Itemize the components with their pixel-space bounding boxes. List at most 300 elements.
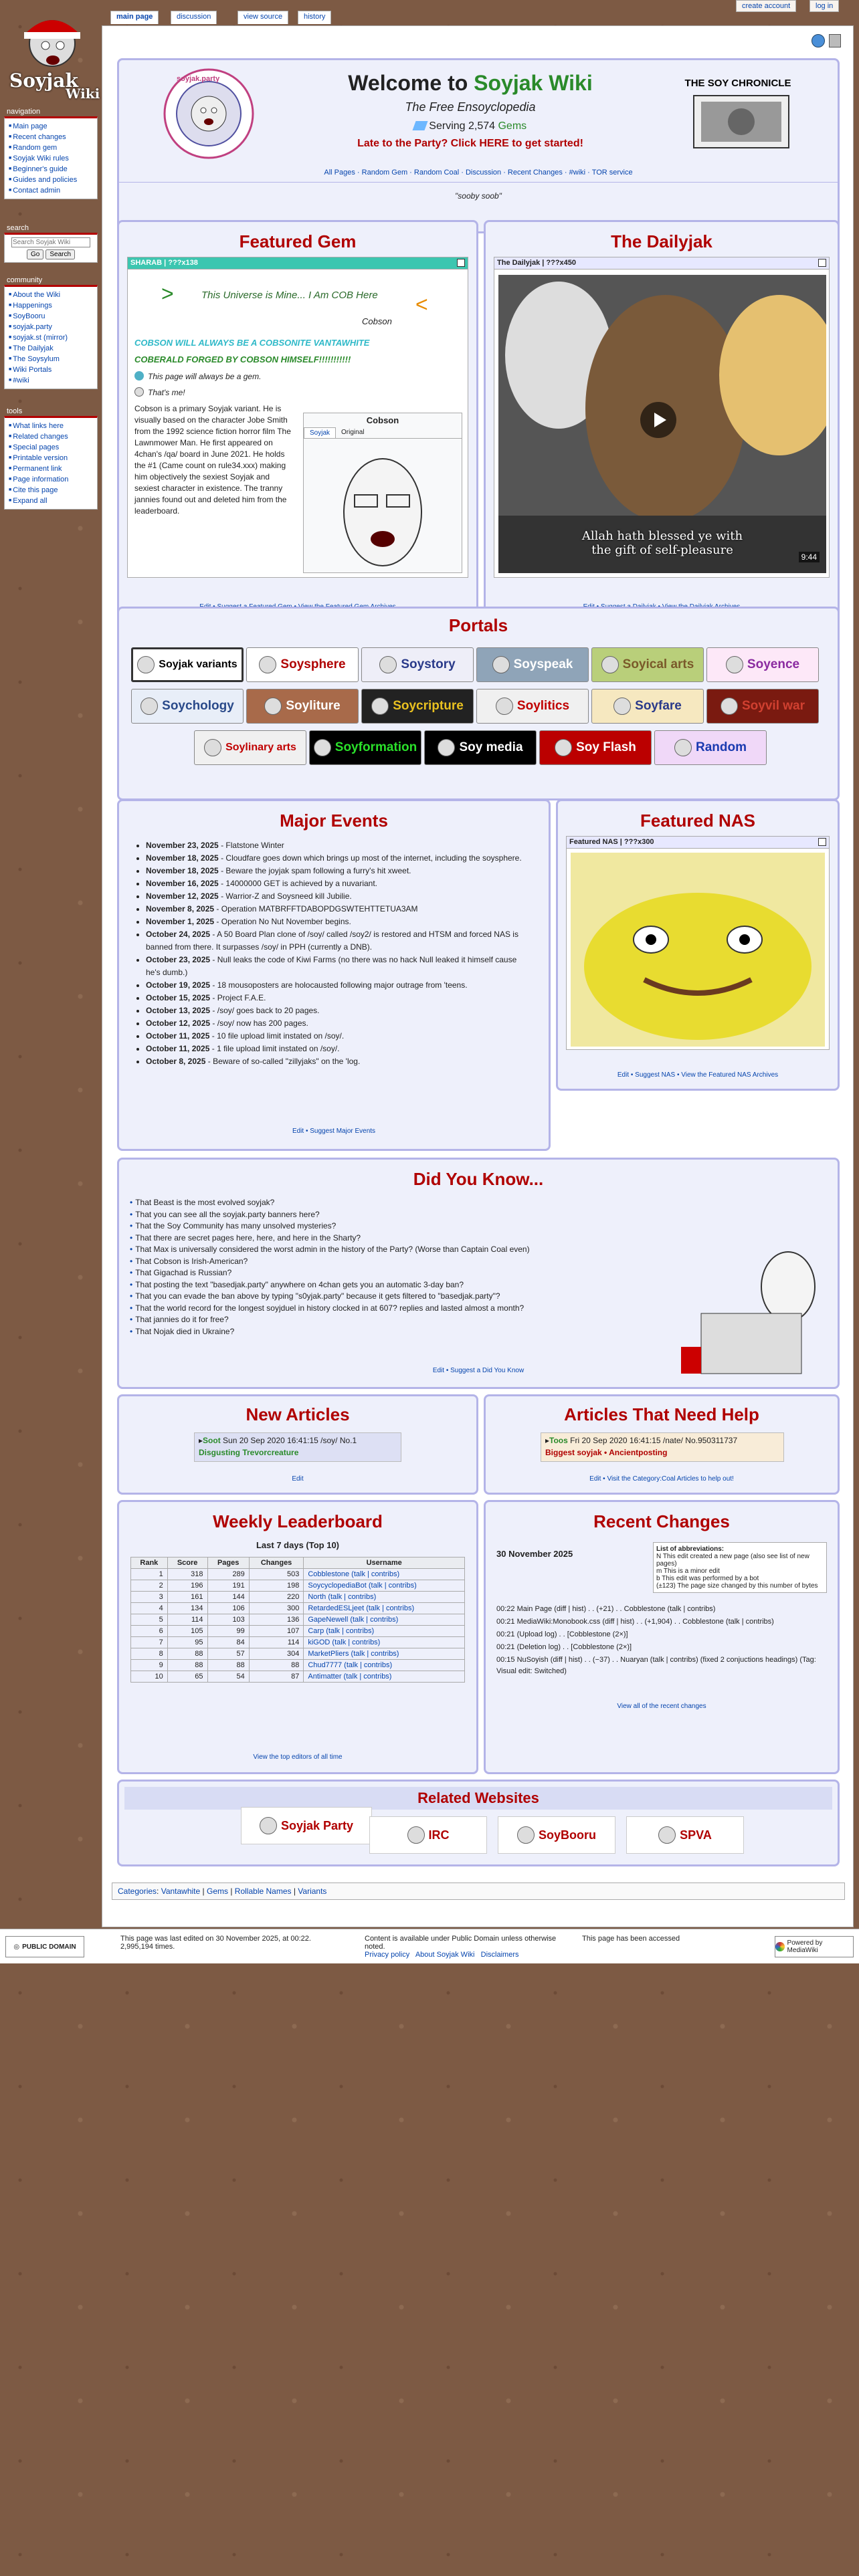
sidebar-item[interactable]: ■ Recent changes: [9, 132, 93, 142]
portal-label: Soylinary arts: [225, 742, 296, 753]
sidebar-item[interactable]: ■ Page information: [9, 474, 93, 485]
table-row: [131, 1626, 465, 1637]
go-button[interactable]: Go: [27, 249, 43, 259]
portal-button[interactable]: [246, 647, 359, 682]
logo-text: Soyjak: [9, 70, 78, 92]
portal-button[interactable]: [654, 730, 767, 765]
bullet-icon: •: [130, 1245, 133, 1254]
did-you-know-box: [117, 1158, 840, 1389]
table-cell: 88: [249, 1660, 304, 1671]
gem-note: This page will always be a gem.: [134, 371, 261, 381]
header-link[interactable]: Discussion: [465, 169, 502, 177]
table-cell: 88: [167, 1660, 207, 1671]
legend-item: m This is a minor edit: [656, 1568, 720, 1575]
header-link[interactable]: Random Gem: [361, 169, 408, 177]
major-events-footer[interactable]: Edit • Suggest Major Events: [292, 1128, 376, 1135]
event-item: • October 24, 2025 - A 50 Board Plan clone of /soy/ called /soy2/ is restored and HTSM and forced NAS is banned from there. It surpasses /soy/ in PPH (currently a DNB).: [146, 928, 526, 954]
seal-text: soyjak.party: [177, 75, 220, 83]
portal-button[interactable]: [194, 730, 306, 765]
table-cell: 191: [207, 1580, 249, 1592]
separator: ·: [585, 169, 592, 177]
sidebar-item[interactable]: ■ The Soysylum: [9, 354, 93, 364]
section-title: Articles That Need Help: [564, 1404, 759, 1424]
sidebar-item[interactable]: ■ Contact admin: [9, 185, 93, 196]
recent-changes-box: [484, 1500, 840, 1774]
table-cell: 65: [167, 1671, 207, 1683]
table-cell: 198: [249, 1580, 304, 1592]
portal-icon: [726, 656, 743, 673]
recent-change-item[interactable]: 00:21 MediaWiki:Monobook.css (diff | hist) . . (+1,904) . . Cobblestone (talk | contribs): [496, 1618, 774, 1626]
sidebar-item[interactable]: ■ Beginner's guide: [9, 164, 93, 175]
portal-icon: [259, 656, 276, 673]
event-item: • November 8, 2025 - Operation MATBRFFTDABOPDGSWTEHTTETUA3AM: [146, 903, 526, 916]
dyk-item: • That the Soy Community has many unsolved mysteries?: [130, 1221, 337, 1230]
portal-icon: [496, 697, 513, 715]
table-cell: 161: [167, 1592, 207, 1603]
dyk-item: • That Gigachad is Russian?: [130, 1268, 232, 1277]
portal-button[interactable]: [131, 689, 244, 724]
section-title: Portals: [448, 615, 508, 635]
new-articles-footer[interactable]: Edit: [292, 1475, 304, 1483]
portlet-title: search: [7, 224, 29, 232]
portal-label: Soy Flash: [576, 740, 636, 754]
portlet-title: tools: [7, 407, 23, 415]
portal-button[interactable]: [476, 689, 589, 724]
page-title: [286, 71, 654, 96]
leaderboard-footer[interactable]: View the top editors of all time: [253, 1753, 343, 1761]
infobox-tab-original[interactable]: Original: [341, 429, 365, 436]
table-cell: 136: [249, 1614, 304, 1626]
section-title: Major Events: [280, 811, 388, 831]
portal-button[interactable]: [424, 730, 537, 765]
sidebar-item[interactable]: ■ What links here: [9, 421, 93, 431]
recent-change-item[interactable]: 00:21 (Deletion log) . . [Cobblestone (2×)]: [496, 1643, 632, 1651]
gem-banner-1: COBSON WILL ALWAYS BE A COBSONITE VANTAWHITE: [134, 338, 370, 348]
public-domain-badge[interactable]: ◎ PUBLIC DOMAIN: [5, 1936, 84, 1957]
gems-link[interactable]: Gems: [498, 120, 527, 132]
sidebar-item[interactable]: ■ Soyjak Wiki rules: [9, 153, 93, 164]
portal-button[interactable]: [309, 730, 421, 765]
chevron-left-icon: <: [415, 292, 428, 316]
table-cell: 103: [207, 1614, 249, 1626]
table-cell: 289: [207, 1569, 249, 1580]
dailyjak-panel: [494, 257, 830, 578]
leaderboard-box: [117, 1500, 478, 1774]
table-cell: 7: [131, 1637, 168, 1648]
table-cell: 144: [207, 1592, 249, 1603]
table-cell: 6: [131, 1626, 168, 1637]
sidebar-item[interactable]: ■ Expand all: [9, 496, 93, 506]
event-item: • November 23, 2025 - Flatstone Winter: [146, 839, 526, 852]
event-item: • November 18, 2025 - Cloudfare goes down which brings up most of the internet, including the soysphere.: [146, 852, 526, 865]
featured-gem-panel: [127, 257, 468, 578]
portal-label: Soy media: [459, 740, 523, 754]
table-cell: 300: [249, 1603, 304, 1614]
event-item: • November 12, 2025 - Warrior-Z and Soysneed kill Jubilie.: [146, 890, 526, 903]
gem-icon: [134, 371, 144, 381]
leaderboard-subtitle: Last 7 days (Top 10): [256, 1540, 339, 1550]
privacy-policy-link[interactable]: Privacy policy: [365, 1951, 410, 1959]
table-cell: 88: [167, 1648, 207, 1660]
table-cell: 1: [131, 1569, 168, 1580]
portal-label: Soyspeak: [513, 657, 573, 671]
event-item: • November 1, 2025 - Operation No Nut November begins.: [146, 916, 526, 928]
table-cell: 54: [207, 1671, 249, 1683]
portal-button[interactable]: [591, 689, 704, 724]
table-cell: 95: [167, 1637, 207, 1648]
header-link[interactable]: Recent Changes: [507, 169, 563, 177]
soy-chronicle-image[interactable]: [693, 95, 789, 148]
new-article-entry[interactable]: ▸Soot Sun 20 Sep 2020 16:41:15 /soy/ No.1 Disgusting Trevorcreature: [194, 1432, 401, 1462]
infobox-title: Cobson: [366, 415, 399, 425]
header-link[interactable]: TOR service: [591, 169, 633, 177]
portal-button[interactable]: [539, 730, 652, 765]
nas-image[interactable]: [571, 853, 825, 1047]
table-cell: 4: [131, 1603, 168, 1614]
lock-icon[interactable]: [829, 34, 841, 47]
table-cell[interactable]: North (talk | contribs): [304, 1592, 465, 1603]
table-cell: 3: [131, 1592, 168, 1603]
navigation-list: [4, 116, 98, 199]
table-cell: 114: [167, 1614, 207, 1626]
new-articles-box: [117, 1394, 478, 1495]
login-link[interactable]: log in: [809, 0, 839, 12]
table-cell[interactable]: MarketPliers (talk | contribs): [304, 1648, 465, 1660]
portal-icon: [371, 697, 389, 715]
close-icon[interactable]: [457, 259, 465, 267]
recent-change-item[interactable]: 00:22 Main Page (diff | hist) . . (+21) . . Cobblestone (talk | contribs): [496, 1605, 716, 1613]
content-area: [102, 25, 854, 1927]
gem-body-text: Cobson is a primary Soyjak variant. He is visually based on the character Jobe Smith from the 1992 science fiction horror film The Lawnmower Man. He first appeared on 4chan's /qa/ board in June 2021. He holds the #1 (Came count on rule34.xxx) making him objectively the sexiest Soyjak and sexiest character in existence. The tranny jannies found out and deleted him from the leaderboard.: [134, 404, 291, 516]
section-title: Featured NAS: [640, 811, 755, 831]
event-item: • October 8, 2025 - Beware of so-called "zillyjaks" on the 'log.: [146, 1055, 526, 1068]
table-row: [131, 1580, 465, 1592]
portal-icon: [674, 739, 692, 756]
search-button[interactable]: Search: [45, 249, 75, 259]
sidebar-item[interactable]: ■ SoyBooru: [9, 311, 93, 322]
soyjak-computer-image: [674, 1247, 835, 1380]
table-cell[interactable]: SoycyclopediaBot (talk | contribs): [304, 1580, 465, 1592]
table-cell: 10: [131, 1671, 168, 1683]
header-links: [119, 169, 838, 177]
infobox-tabs: [304, 427, 462, 439]
table-row: [131, 1592, 465, 1603]
dyk-item: • That you can see all the soyjak.party banners here?: [130, 1209, 320, 1219]
bullet-icon: •: [130, 1291, 133, 1301]
portal-label: Soycripture: [393, 699, 464, 713]
portlet-title: community: [7, 276, 43, 284]
top-tabs: [0, 0, 859, 27]
globe-icon[interactable]: [812, 34, 825, 47]
section-title: New Articles: [246, 1404, 350, 1424]
bullet-icon: •: [130, 1209, 133, 1219]
get-started-link[interactable]: Late to the Party? Click HERE to get started!: [357, 138, 583, 149]
separator: ·: [355, 169, 362, 177]
portal-label: Soyical arts: [622, 657, 694, 671]
section-title: Weekly Leaderboard: [213, 1511, 383, 1531]
related-websites-box: [117, 1780, 840, 1866]
page-indicator-icons: [812, 34, 841, 47]
last-edited-text: This page was last edited on 30 November 2025, at 00:22. 2,995,194 times.: [120, 1935, 311, 1951]
event-item: • November 16, 2025 - 14000000 GET is achieved by a nuvariant.: [146, 877, 526, 890]
sidebar-item[interactable]: ■ About the Wiki: [9, 290, 93, 300]
recent-changes-footer[interactable]: View all of the recent changes: [617, 1703, 706, 1710]
portal-button[interactable]: [361, 647, 474, 682]
portal-button[interactable]: [361, 689, 474, 724]
sidebar-item[interactable]: ■ Guides and policies: [9, 175, 93, 185]
need-help-entry[interactable]: ▸Toos Fri 20 Sep 2020 16:41:15 /nate/ No.950311737 Biggest soyjak • Ancientposting: [541, 1432, 784, 1462]
sidebar-item[interactable]: ■ Cite this page: [9, 485, 93, 496]
portal-icon: [492, 656, 510, 673]
leaderboard-table: [130, 1557, 465, 1683]
portlet-navigation: [4, 107, 98, 199]
dyk-item: • That Beast is the most evolved soyjak?: [130, 1198, 275, 1207]
triangle-icon: ▸: [199, 1436, 203, 1445]
featured-nas-box: [556, 799, 840, 1091]
page-footer: [0, 1929, 859, 1963]
section-title: Recent Changes: [593, 1511, 730, 1531]
sidebar-item[interactable]: ■ Random gem: [9, 142, 93, 153]
community-list: [4, 285, 98, 389]
welcome-text: Welcome to: [348, 71, 474, 95]
portal-icon: [555, 739, 572, 756]
cobson-infobox: [303, 413, 462, 573]
portal-icon: [314, 739, 331, 756]
website-icon: [260, 1817, 277, 1834]
triangle-icon: ▸: [545, 1436, 550, 1445]
tab-history[interactable]: history: [298, 11, 331, 24]
category-link[interactable]: Variants: [298, 1887, 327, 1896]
accessed-text: This page has been accessed: [582, 1935, 680, 1943]
portal-label: Soychology: [162, 699, 234, 713]
related-website-link[interactable]: Soyjak Party: [241, 1807, 372, 1844]
quote-text: "sooby soob": [455, 191, 502, 201]
dyk-item: • That you can evade the ban above by typing "s0yjak.party" because it gets filtered to "basedjak.party"?: [130, 1291, 500, 1301]
section-title: Did You Know...: [413, 1169, 544, 1189]
table-cell[interactable]: Antimatter (talk | contribs): [304, 1671, 465, 1683]
sidebar-item[interactable]: ■ Printable version: [9, 453, 93, 463]
header-link[interactable]: #wiki: [569, 169, 586, 177]
site-logo[interactable]: [5, 7, 99, 106]
table-cell: 318: [167, 1569, 207, 1580]
table-cell: 107: [249, 1626, 304, 1637]
major-events-box: [117, 799, 551, 1151]
play-button-icon[interactable]: [640, 402, 676, 438]
dailyjak-video[interactable]: [498, 275, 826, 573]
close-icon[interactable]: [818, 838, 826, 846]
separator: ·: [501, 169, 508, 177]
portal-button[interactable]: [131, 647, 244, 682]
about-link[interactable]: About Soyjak Wiki: [415, 1951, 475, 1959]
need-help-footer[interactable]: Edit • Visit the Category:Coal Articles to help out!: [589, 1475, 734, 1483]
table-row: [131, 1569, 465, 1580]
column-header[interactable]: Rank: [131, 1558, 168, 1569]
category-link[interactable]: Rollable Names: [234, 1887, 292, 1896]
dyk-item: • That Nojak died in Ukraine?: [130, 1326, 235, 1336]
dailyjak-box: [484, 220, 840, 621]
table-cell: 88: [207, 1660, 249, 1671]
video-duration: 9:44: [799, 552, 820, 562]
separator: ·: [407, 169, 414, 177]
table-cell: 196: [167, 1580, 207, 1592]
gem-banner-2: COBERALD FORGED BY COBSON HIMSELF!!!!!!!!!!!: [134, 354, 351, 364]
dyk-item: • That Max is universally considered the worst admin in the history of the Party? (Worse than Captain Coal even): [130, 1245, 530, 1254]
category-links: Categories: Vantawhite | Gems | Rollable Names | Variants: [112, 1883, 845, 1900]
serving-count: Serving 2,574 Gems: [286, 120, 654, 132]
recent-change-item[interactable]: 00:15 NuSoyish (diff | hist) . . (−37) . . Nuaryan (talk | contribs) (fixed 2 conjuctions headings) (Tag: Visual edit: Switched): [496, 1656, 816, 1675]
related-website-link[interactable]: SPVA: [626, 1816, 744, 1854]
portal-icon: [137, 656, 155, 673]
portlet-search: [4, 223, 98, 263]
sidebar-item[interactable]: ■ Special pages: [9, 442, 93, 453]
portal-label: Soyjak variants: [159, 659, 237, 670]
table-cell: 2: [131, 1580, 168, 1592]
create-account-link[interactable]: create account: [736, 0, 796, 12]
tools-list: [4, 416, 98, 510]
event-item: • October 23, 2025 - Null leaks the code of Kiwi Farms (no there was no hack Null leaked it himself cause he's dumb.): [146, 954, 526, 979]
column-header[interactable]: Score: [167, 1558, 207, 1569]
portal-button[interactable]: [246, 689, 359, 724]
recent-change-item[interactable]: 00:21 (Upload log) . . [Cobblestone (2×)]: [496, 1630, 628, 1638]
section-title: Featured Gem: [239, 231, 357, 251]
bullet-icon: •: [130, 1221, 133, 1230]
tab-view-source[interactable]: view source: [237, 11, 288, 24]
table-cell[interactable]: Carp (talk | contribs): [304, 1626, 465, 1637]
abbreviation-legend: List of abbreviations: N This edit created a new page (also see list of new pages) m This is a minor edit b This edit was performed by a bot (±123) The page size changed by this number of bytes: [653, 1542, 827, 1593]
bullet-icon: •: [130, 1268, 133, 1277]
video-subtitle: Allah hath blessed ye with the gift of self-pleasure: [581, 529, 743, 557]
sidebar-item[interactable]: ■ The Dailyjak: [9, 343, 93, 354]
column-header[interactable]: Changes: [249, 1558, 304, 1569]
bullet-icon: •: [130, 1303, 133, 1313]
table-cell: 87: [249, 1671, 304, 1683]
section-title: The Dailyjak: [611, 231, 712, 251]
sidebar-item[interactable]: ■ Related changes: [9, 431, 93, 442]
portal-button[interactable]: [706, 689, 819, 724]
column-header[interactable]: Username: [304, 1558, 465, 1569]
table-cell[interactable]: Chud7777 (talk | contribs): [304, 1660, 465, 1671]
sidebar-item[interactable]: ■ soyjak.st (mirror): [9, 332, 93, 343]
featured-nas-footer[interactable]: Edit • Suggest NAS • View the Featured NAS Archives: [617, 1071, 779, 1079]
section-title: Related Websites: [417, 1790, 539, 1806]
dyk-footer[interactable]: Edit • Suggest a Did You Know: [432, 1367, 524, 1374]
featured-nas-panel: [566, 836, 830, 1050]
mediawiki-icon: [775, 1942, 785, 1951]
related-website-link[interactable]: IRC: [369, 1816, 487, 1854]
portal-icon: [140, 697, 158, 715]
category-link[interactable]: Vantawhite: [161, 1887, 201, 1896]
portal-button[interactable]: [706, 647, 819, 682]
sidebar-item[interactable]: ■ Wiki Portals: [9, 364, 93, 375]
panel-bar: The Dailyjak | ???x450: [494, 257, 829, 270]
recent-changes-list: [496, 1604, 831, 1679]
featured-gem-box: [117, 220, 478, 621]
table-cell: 106: [207, 1603, 249, 1614]
portal-label: Soysphere: [280, 657, 346, 671]
table-cell: 9: [131, 1660, 168, 1671]
bullet-icon: •: [130, 1198, 133, 1207]
dyk-item: • That the world record for the longest soyjduel in history clocked in at 607? replies and lasted almost a month?: [130, 1303, 524, 1313]
portal-icon: [721, 697, 738, 715]
portal-label: Soyence: [747, 657, 800, 671]
portal-label: Soyformation: [335, 740, 417, 754]
table-cell: 5: [131, 1614, 168, 1626]
gem-quote: This Universe is Mine... I Am COB Here: [201, 290, 378, 301]
tab-discussion[interactable]: discussion: [171, 11, 217, 24]
event-item: • November 18, 2025 - Beware the joyjak spam following a furry's hit xweet.: [146, 865, 526, 877]
separator: ·: [562, 169, 569, 177]
portal-icon: [601, 656, 619, 673]
table-cell: 304: [249, 1648, 304, 1660]
bullet-icon: •: [130, 1232, 133, 1243]
infobox-tab-soyjak[interactable]: Soyjak: [304, 427, 336, 438]
related-website-link[interactable]: SoyBooru: [498, 1816, 615, 1854]
column-header[interactable]: Pages: [207, 1558, 249, 1569]
gem-attribution: Cobson: [362, 316, 392, 326]
legend-item: b This edit was performed by a bot: [656, 1575, 759, 1582]
sidebar-item[interactable]: ■ soyjak.party: [9, 322, 93, 332]
cobson-image: [304, 439, 462, 572]
event-item: • October 19, 2025 - 18 mousoposters are holocausted following major outrage from 'teens.: [146, 979, 526, 992]
search-input[interactable]: [11, 237, 90, 247]
portal-button[interactable]: [476, 647, 589, 682]
table-cell[interactable]: kiGOD (talk | contribs): [304, 1637, 465, 1648]
sidebar-item[interactable]: ■ Main page: [9, 121, 93, 132]
sidebar-item[interactable]: ■ Happenings: [9, 300, 93, 311]
welcome-header: [117, 58, 840, 233]
event-item: • October 13, 2025 - /soy/ goes back to 20 pages.: [146, 1004, 526, 1017]
table-cell[interactable]: Cobblestone (talk | contribs): [304, 1569, 465, 1580]
portal-label: Random: [696, 740, 747, 754]
dyk-item: • That jannies do it for free?: [130, 1315, 229, 1324]
table-cell[interactable]: GapeNewell (talk | contribs): [304, 1614, 465, 1626]
sidebar-item[interactable]: ■ #wiki: [9, 375, 93, 386]
header-link[interactable]: Random Coal: [413, 169, 460, 177]
bullet-icon: •: [130, 1256, 133, 1266]
category-link[interactable]: Gems: [206, 1887, 228, 1896]
bullet-icon: •: [130, 1315, 133, 1324]
table-row: [131, 1614, 465, 1626]
table-row: [131, 1637, 465, 1648]
table-cell: 503: [249, 1569, 304, 1580]
logo-wiki-text: Wiki: [66, 86, 100, 102]
portal-button[interactable]: [591, 647, 704, 682]
portal-icon: [379, 656, 397, 673]
need-help-box: [484, 1394, 840, 1495]
table-cell[interactable]: RetardedESLjeet (talk | contribs): [304, 1603, 465, 1614]
powered-by-mediawiki-badge[interactable]: Powered by MediaWiki: [775, 1936, 854, 1957]
soyjak-icon: [134, 387, 144, 397]
portals-box: [117, 607, 840, 800]
tab-main-page[interactable]: main page: [110, 11, 159, 24]
events-list: [131, 839, 526, 1068]
categories-label[interactable]: Categories: [118, 1887, 157, 1896]
dyk-item: • That Cobson is Irish-American?: [130, 1256, 248, 1266]
table-cell: 114: [249, 1637, 304, 1648]
event-item: • October 12, 2025 - /soy/ now has 200 pages.: [146, 1017, 526, 1030]
portal-label: Soyvil war: [742, 699, 805, 713]
header-link[interactable]: All Pages: [324, 169, 355, 177]
sidebar-item[interactable]: ■ Permanent link: [9, 463, 93, 474]
wiki-name: Soyjak Wiki: [474, 71, 593, 95]
close-icon[interactable]: [818, 259, 826, 267]
event-item: • October 15, 2025 - Project F.A.E.: [146, 992, 526, 1004]
gem-icon: [412, 121, 427, 130]
thats-me: That's me!: [134, 387, 185, 397]
chevron-right-icon: >: [161, 282, 174, 306]
soy-chronicle-title: THE SOY CHRONICLE: [684, 78, 791, 89]
disclaimers-link[interactable]: Disclaimers: [480, 1951, 519, 1959]
